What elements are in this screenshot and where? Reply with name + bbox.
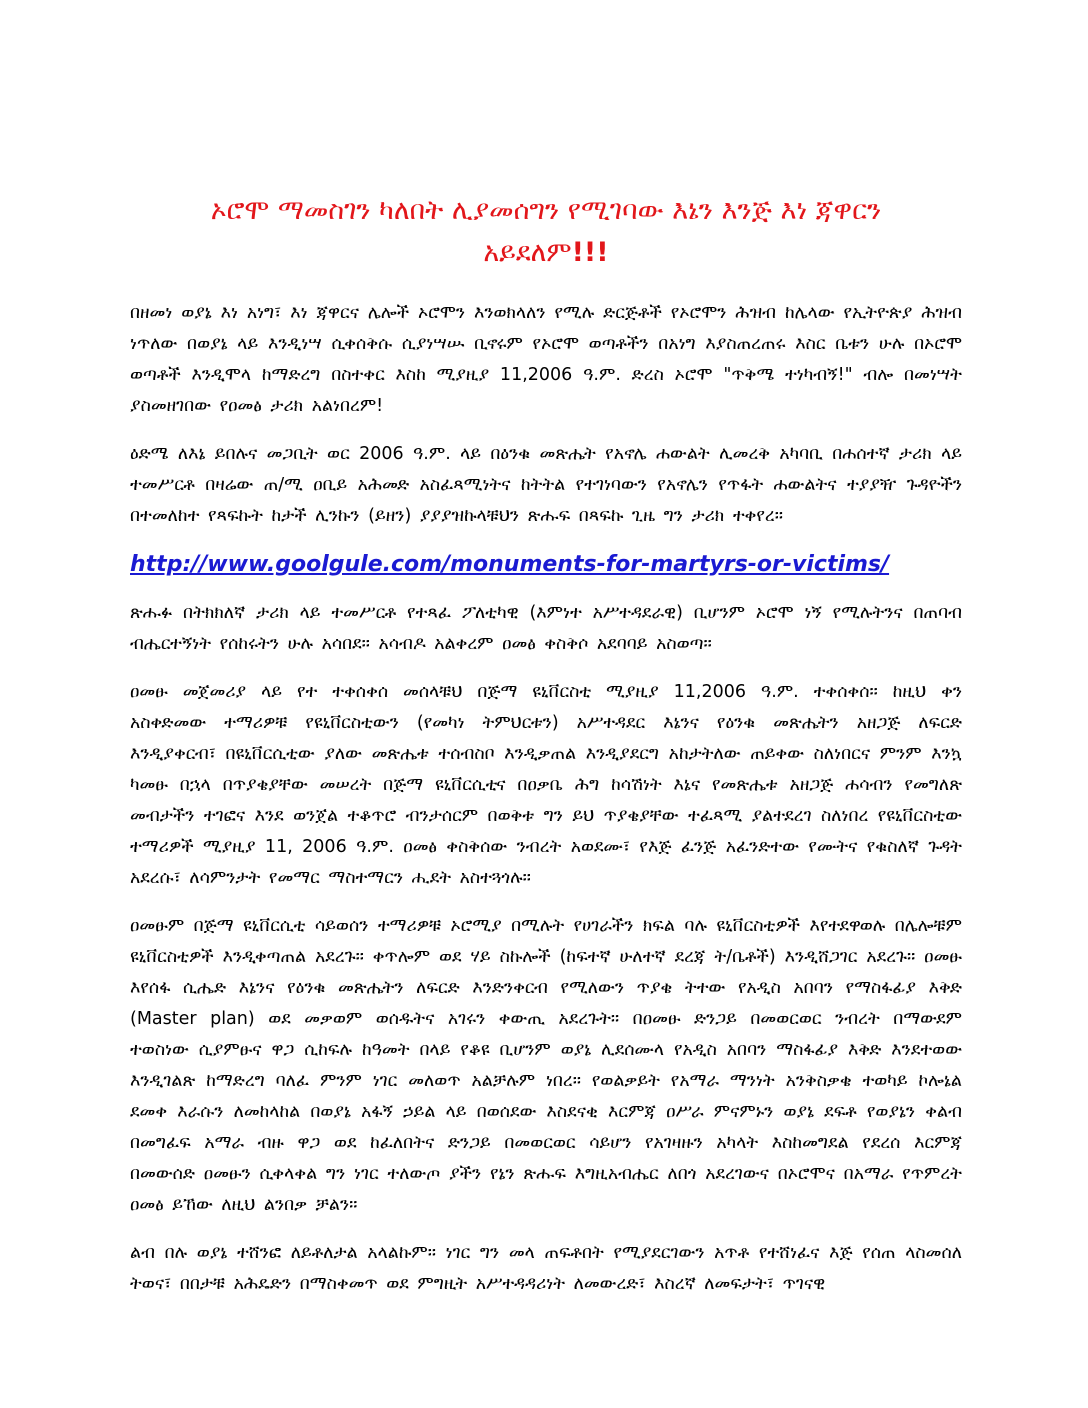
article-link[interactable]: http://www.goolgule.com/monuments-for-martyrs-or-victims/	[130, 552, 890, 577]
title-exclamation: !!!	[571, 237, 609, 268]
title-line-2-text: አይደለም	[483, 237, 572, 268]
paragraph-2: ዕድሜ ለእኔ ይበሉና መጋቢት ወር 2006 ዓ.ም. ላይ በዕንቁ መጽሔት የአኖሌ ሐውልት ሊመረቅ አካባቢ በሐሰተኛ ታሪክ ላይ ተመሥርቶ በዛሬው ጠ/ሚ ዐቢይ አሕመድ አስፈጻሚነትና ከትትል የተገነባውን የአኖሌን የጥፋት ሐውልትና ተያያዥ ጉዳዮችን በተመለከተ የጻፍኩት ከታች ሊንኩን (ይዘን) ያያያዝኩላቹህን ጽሑፍ በጻፍኩ ጊዜ ግን ታሪክ ተቀየረ፡፡	[130, 444, 962, 526]
document-page	[130, 190, 962, 1317]
paragraph-1: በዘመነ ወያኔ እነ አነግ፣ እነ ጃዋርና ሌሎች ኦሮሞን እንወክላለን የሚሉ ድርጅቶች የኦሮሞን ሕዝብ ከሌላው የኢትዮጵያ ሕዝብ ነጥለው በወያኔ ላይ እንዲነሣ ሲቀሰቅሱ ሲያነሣሡ ቢኖሩም የኦሮሞ ወጣቶችን በአነግ እያስጠረጠሩ እስር ቤቱን ሁሉ በኦሮሞ ወጣቶች እንዲሞላ ከማድረግ በስተቀር እስከ ሚያዚያ 11,2006 ዓ.ም. ድረስ ኦሮሞ "ጥቅሜ ተነካብኝ!" ብሎ በመነሣት ያስመዘገበው የዐመፅ ታሪክ አልነበረም!	[130, 303, 962, 416]
paragraph-6: ልብ በሉ ወያኔ ተሸንፎ ለይቶለታል አላልኩም፡፡ ነገር ግን መላ ጠፍቶበት የሚያደርገውን አጥቶ የተሸነፈና እጅ የሰጠ ላስመሰለ ትወና፣ በበታቹ አሕዴድን በማስቀመጥ ወደ ምግዚት አሥተዳዳሪነት ለመውረድ፣ እስረኛ ለመፍታት፣ ጥገናዊ	[130, 1243, 962, 1294]
title-line-1: ኦሮሞ ማመስገን ካለበት ሊያመሰግን የሚገባው እኔን እንጅ እነ ጃዋርን	[210, 195, 882, 226]
paragraph-4: ዐመፁ መጀመሪያ ላይ የተ ተቀሰቀሰ መሰላቹህ በጅማ ዩኒቨርስቲ ሚያዚያ 11,2006 ዓ.ም. ተቀሰቀሰ፡፡ ከዚህ ቀን አስቀድመው ተማሪዎቹ የዩኒቨርስቲውን (የመካነ ትምህርቱን) አሥተዳደር እኔንና የዕንቁ መጽሔትን አዘጋጅ ለፍርድ እንዲያቀርብ፣ በዩኒቨርሲቲው ያለው መጽሔቱ ተሰብስቦ እንዲቃጠል እንዲያደርግ አከታትለው ጠይቀው ስለነበርና ምንም እንኳ ካመፁ በኋላ በጥያቄያቸው መሠረት በጅማ ዩኒቨርሲቲና በዐቃቤ ሕግ ከሳሽነት እኔና የመጽሔቱ አዘጋጅ ሐሳብን የመግለጽ መብታችን ተገፎና እንደ ወንጀል ተቆጥሮ ብንታሰርም በወቅቱ ግን ይህ ጥያቄያቸው ተፈጻሚ ያልተደረገ ስለነበረ የዩኒቨርስቲው ተማሪዎች ሚያዚያ 11, 2006 ዓ.ም. ዐመፅ ቀስቅሰው ንብረት አወደሙ፣ የእጅ ፈንጅ አፈንድተው የሙትና የቁስለኛ ጉዳት አደረሱ፣ ለሳምንታት የመማር ማስተማርን ሒደት አስተጓጎሉ፡፡	[130, 682, 962, 888]
title-line-2	[130, 232, 962, 274]
document-title	[130, 190, 962, 274]
paragraph-5: ዐመፁም በጅማ ዩኒቨርሲቲ ሳይወሰን ተማሪዎቹ ኦሮሚያ በሚሉት የሀገራችን ክፍል ባሉ ዩኒቨርስቲዎች እየተደዋወሉ በሌሎቹም ዩኒቨርስቲዎች እንዲቀጣጠል አደረጉ፡፡ ቀጥሎም ወደ ሃይ ስኩሎች (ከፍተኛ ሁለተኛ ደረጃ ት/ቤቶች) እንዲሸጋገር አደረጉ፡፡ ዐመፁ እየሰፋ ሲሔድ እኔንና የዕንቁ መጽሔትን ለፍርድ እንድንቀርብ የሚለውን ጥያቄ ትተው የአዲስ አበባን የማስፋፊያ እቅድ (Master plan) ወደ መቃወም ወሰዱትና አገሩን ቀውጢ አደረጉት፡፡ በዐመፁ ድንጋይ በመወርወር ንብረት በማውደም ተወስነው ሲያምፁና ዋጋ ሲከፍሉ ከዓመት በላይ የቆዩ ቢሆንም ወያኔ ሊደሰሙላ የአዲስ አበባን ማስፋፊያ እቅድ እንደተወው እንዲገልጽ ከማድረግ ባለፈ ምንም ነገር መለወጥ አልቻሉም ነበረ፡፡ የወልቃይት የአማራ ማንነት አንቅስቃቄ ተወካይ ኮሎኔል ደመቀ እራሱን ለመከላከል በወያኔ አፋኝ ኃይል ላይ በወሰደው እስደናቂ እርምጃ ዐሥራ ምናምኑን ወያኔ ደፍቶ የወያኔን ቀልብ በመግፈፍ አማራ ብዙ ዋጋ ወደ ከፈለበትና ድንጋይ በመወርወር ሳይሆን የአገዛዙን አካላት እስከመግደል የደረሰ እርምጃ በመውሰድ ዐመፁን ሲቀላቀል ግን ነገር ተለውጦ ያችን የኔን ጽሑፍ እግዚአብሔር ለበጎ አደረገውና በኦሮሞና በአማራ የጥምረት ዐመፅ ይኸው ለዚህ ልንበቃ ቻልን፡፡	[130, 916, 962, 1215]
article-link-line	[130, 549, 962, 581]
paragraph-3: ጽሑፉ በትክክለኛ ታሪክ ላይ ተመሥርቶ የተጻፈ ፖለቲካዊ (እምነተ አሥተዳደራዊ) ቢሆንም ኦሮሞ ነኝ የሚሉትንና በጠባብ ብሔርተኝነት የሰከሩትን ሁሉ አሳበደ፡፡ አሳብዶ አልቀረም ዐመፅ ቀስቅሶ አደባባይ አስወጣ፡፡	[130, 603, 962, 654]
